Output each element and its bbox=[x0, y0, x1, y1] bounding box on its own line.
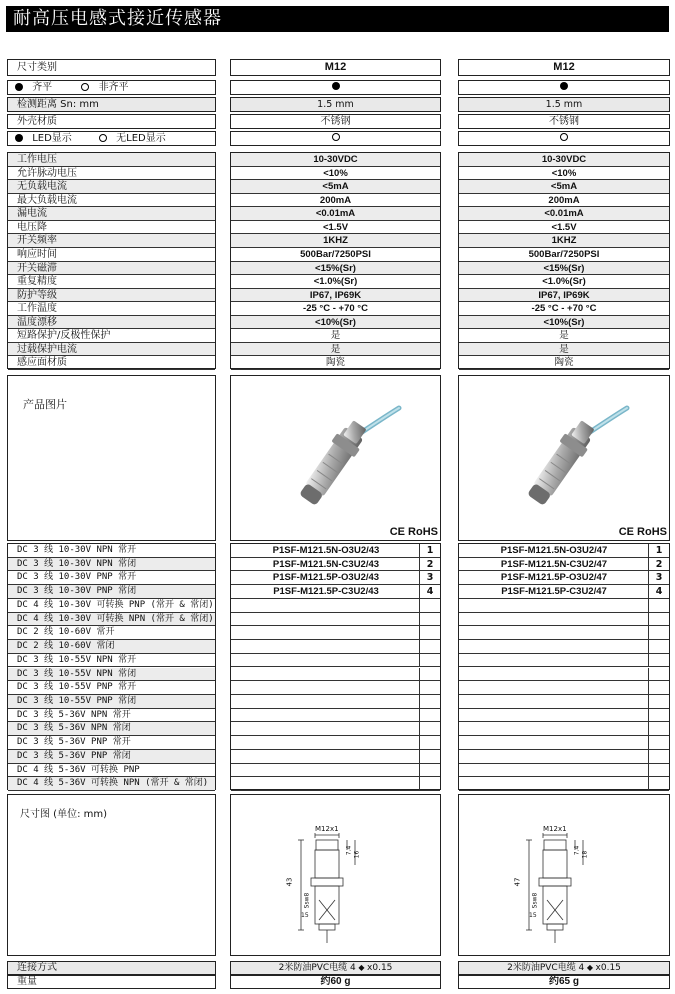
cap-dimension: 18 bbox=[581, 850, 589, 859]
spec-value-list bbox=[458, 152, 670, 369]
spec-value-row: <10%(Sr) bbox=[459, 316, 669, 330]
wrench-dimension: Ssw8 bbox=[531, 892, 539, 909]
product-photo-box bbox=[230, 375, 441, 541]
dc-label-row: DC 3 线 10-55V PNP 常闭 bbox=[8, 695, 215, 709]
dc-label-row: DC 3 线 10-55V NPN 常开 bbox=[8, 654, 215, 668]
model-row bbox=[231, 626, 440, 640]
spec-value-row: 是 bbox=[459, 343, 669, 357]
connection-suffix: x0.15 bbox=[595, 963, 621, 973]
housing-value: 不锈钢 bbox=[230, 114, 441, 129]
spec-value-row: IP67, IP69K bbox=[459, 289, 669, 303]
spec-value-row: 200mA bbox=[231, 194, 440, 208]
spec-value-row: <0.01mA bbox=[459, 207, 669, 221]
model-code: P1SF-M121.5P-C3U2/47 bbox=[501, 586, 607, 598]
size-label: 尺寸类别 bbox=[7, 59, 216, 76]
connection-text: 2米防油PVC电缆 4 bbox=[278, 963, 356, 973]
product-photo-box bbox=[458, 375, 670, 541]
connection-text: 2米防油PVC电缆 4 bbox=[507, 963, 585, 973]
model-number bbox=[419, 777, 440, 791]
dc-label-row: DC 3 线 10-30V NPN 常闭 bbox=[8, 558, 215, 572]
model-row bbox=[459, 654, 669, 668]
spec-value-row: <15%(Sr) bbox=[459, 262, 669, 276]
led-indicator bbox=[458, 131, 670, 146]
spec-value-row: <10% bbox=[231, 167, 440, 181]
model-number bbox=[648, 709, 669, 723]
model-number bbox=[419, 722, 440, 736]
diamond-icon: ◆ bbox=[584, 963, 596, 972]
thread-dimension: M12x1 bbox=[543, 825, 567, 833]
model-row bbox=[459, 571, 669, 585]
size-value: M12 bbox=[230, 59, 441, 76]
spec-label-row: 开关磁滞 bbox=[8, 262, 215, 276]
model-code: P1SF-M121.5P-O3U2/43 bbox=[272, 572, 380, 584]
model-row bbox=[459, 668, 669, 682]
housing-value: 不锈钢 bbox=[458, 114, 670, 129]
dc-label-row: DC 4 线 5-36V 可转换 NPN (常开 & 常闭) bbox=[8, 777, 215, 791]
model-number bbox=[648, 640, 669, 654]
dimension-drawing bbox=[459, 795, 668, 955]
model-code: P1SF-M121.5N-C3U2/43 bbox=[272, 558, 380, 570]
filled-dot-icon bbox=[332, 82, 340, 90]
dc-label-row: DC 3 线 10-30V PNP 常开 bbox=[8, 571, 215, 585]
led-dimension: 7.4 bbox=[573, 845, 581, 856]
model-number bbox=[648, 736, 669, 750]
size-value: M12 bbox=[458, 59, 670, 76]
dc-label-row: DC 2 线 10-60V 常闭 bbox=[8, 640, 215, 654]
filled-dot-icon bbox=[560, 82, 568, 90]
model-row bbox=[459, 585, 669, 599]
dc-label-row: DC 3 线 5-36V NPN 常开 bbox=[8, 709, 215, 723]
spec-value-row: 500Bar/7250PSI bbox=[459, 248, 669, 262]
connection-suffix: x0.15 bbox=[367, 963, 393, 973]
model-row bbox=[231, 750, 440, 764]
connection-value bbox=[458, 961, 670, 975]
connection-value bbox=[230, 961, 441, 975]
model-row bbox=[231, 613, 440, 627]
model-row bbox=[459, 558, 669, 572]
model-number: 2 bbox=[419, 558, 440, 572]
model-code: P1SF-M121.5P-O3U2/47 bbox=[500, 572, 608, 584]
spec-value-row: <10% bbox=[459, 167, 669, 181]
thread-dimension: M12x1 bbox=[315, 825, 339, 833]
spec-label-row: 感应面材质 bbox=[8, 356, 215, 370]
model-row bbox=[231, 668, 440, 682]
model-number bbox=[648, 722, 669, 736]
spec-label-row: 防护等级 bbox=[8, 289, 215, 303]
model-number bbox=[419, 709, 440, 723]
open-dot-icon bbox=[560, 133, 568, 141]
spec-value-row: <15%(Sr) bbox=[231, 262, 440, 276]
open-dot-icon bbox=[99, 134, 107, 142]
model-row bbox=[231, 764, 440, 778]
model-number bbox=[648, 654, 669, 668]
dc-label-list bbox=[7, 543, 216, 790]
length-dimension: 47 bbox=[513, 877, 522, 887]
spec-label-row: 响应时间 bbox=[8, 248, 215, 262]
spec-value-row: 陶瓷 bbox=[459, 356, 669, 370]
model-number: 4 bbox=[419, 585, 440, 599]
dc-label-row: DC 4 线 5-36V 可转换 PNP bbox=[8, 764, 215, 778]
spec-label-row: 温度漂移 bbox=[8, 316, 215, 330]
spec-value-list bbox=[230, 152, 441, 369]
model-row bbox=[231, 544, 440, 558]
spec-value-row: 是 bbox=[459, 329, 669, 343]
spec-value-row: 200mA bbox=[459, 194, 669, 208]
model-number bbox=[648, 764, 669, 778]
model-row bbox=[231, 599, 440, 613]
led-text: LED显示 bbox=[32, 133, 72, 144]
model-number bbox=[648, 599, 669, 613]
spec-value-row: <5mA bbox=[459, 180, 669, 194]
spec-label-row: 最大负载电流 bbox=[8, 194, 215, 208]
spec-label-row: 漏电流 bbox=[8, 207, 215, 221]
open-dot-icon bbox=[81, 83, 89, 91]
flush-indicator bbox=[230, 80, 441, 95]
dimension-drawing bbox=[231, 795, 440, 955]
model-number bbox=[419, 626, 440, 640]
ce-rohs-mark: CE RoHS bbox=[389, 526, 438, 538]
model-row bbox=[459, 681, 669, 695]
distance-value: 1.5 mm bbox=[230, 97, 441, 112]
model-row bbox=[459, 750, 669, 764]
spec-value-row: -25 °C - +70 °C bbox=[231, 302, 440, 316]
dc-label-row: DC 3 线 10-30V NPN 常开 bbox=[8, 544, 215, 558]
model-row bbox=[459, 709, 669, 723]
model-row bbox=[231, 585, 440, 599]
diamond-icon: ◆ bbox=[355, 963, 368, 972]
model-number: 4 bbox=[648, 585, 669, 599]
flush-indicator bbox=[458, 80, 670, 95]
model-number bbox=[419, 654, 440, 668]
dc-label-row: DC 3 线 10-55V NPN 常闭 bbox=[8, 668, 215, 682]
cap-dimension: 16 bbox=[353, 850, 361, 859]
model-number: 3 bbox=[648, 571, 669, 585]
model-number bbox=[419, 640, 440, 654]
model-row bbox=[231, 558, 440, 572]
spec-label-row: 开关频率 bbox=[8, 234, 215, 248]
spec-value-row: <1.0%(Sr) bbox=[231, 275, 440, 289]
spec-label-row: 无负载电流 bbox=[8, 180, 215, 194]
noled-text: 无LED显示 bbox=[116, 133, 166, 144]
dc-label-row: DC 3 线 10-30V PNP 常闭 bbox=[8, 585, 215, 599]
model-row bbox=[231, 777, 440, 791]
model-number: 1 bbox=[419, 544, 440, 558]
model-row bbox=[231, 736, 440, 750]
model-number bbox=[419, 613, 440, 627]
model-code: P1SF-M121.5P-C3U2/43 bbox=[273, 586, 379, 598]
model-row bbox=[459, 764, 669, 778]
sensor-photo bbox=[231, 376, 440, 526]
model-row bbox=[459, 695, 669, 709]
model-number bbox=[419, 668, 440, 682]
spec-value-row: <1.0%(Sr) bbox=[459, 275, 669, 289]
spec-value-row: <5mA bbox=[231, 180, 440, 194]
model-number bbox=[419, 695, 440, 709]
dc-label-row: DC 3 线 5-36V NPN 常闭 bbox=[8, 722, 215, 736]
spec-value-row: <1.5V bbox=[231, 221, 440, 235]
model-number bbox=[648, 613, 669, 627]
spec-value-row: 500Bar/7250PSI bbox=[231, 248, 440, 262]
spec-value-row: IP67, IP69K bbox=[231, 289, 440, 303]
model-code: P1SF-M121.5N-O3U2/43 bbox=[272, 545, 380, 556]
spec-label-row: 过载保护电流 bbox=[8, 343, 215, 357]
model-number: 1 bbox=[648, 544, 669, 558]
model-row bbox=[459, 640, 669, 654]
model-row bbox=[459, 599, 669, 613]
model-number: 2 bbox=[648, 558, 669, 572]
dc-label-row: DC 3 线 5-36V PNP 常开 bbox=[8, 736, 215, 750]
model-row bbox=[231, 709, 440, 723]
spec-value-row: 陶瓷 bbox=[231, 356, 440, 370]
spec-label-row: 工作电压 bbox=[8, 153, 215, 167]
spec-label-row: 短路保护/反极性保护 bbox=[8, 329, 215, 343]
dc-label-row: DC 2 线 10-60V 常开 bbox=[8, 626, 215, 640]
dc-label-row: DC 4 线 10-30V 可转换 PNP (常开 & 常闭) bbox=[8, 599, 215, 613]
spec-value-row: 10-30VDC bbox=[459, 153, 669, 167]
model-number bbox=[648, 626, 669, 640]
filled-dot-icon bbox=[15, 83, 23, 91]
led-indicator bbox=[230, 131, 441, 146]
model-row bbox=[231, 681, 440, 695]
photo-label-box bbox=[7, 375, 216, 541]
spec-value-row: 是 bbox=[231, 329, 440, 343]
dc-label-row: DC 4 线 10-30V 可转换 NPN (常开 & 常闭) bbox=[8, 613, 215, 627]
width-dimension: 15 bbox=[529, 912, 537, 919]
spec-value-row: <1.5V bbox=[459, 221, 669, 235]
spec-value-row: 10-30VDC bbox=[231, 153, 440, 167]
model-number bbox=[648, 777, 669, 791]
model-number bbox=[419, 599, 440, 613]
photo-label: 产品图片 bbox=[23, 398, 67, 411]
model-row bbox=[231, 654, 440, 668]
led-dimension: 7.4 bbox=[345, 845, 353, 856]
dc-label-row: DC 3 线 5-36V PNP 常闭 bbox=[8, 750, 215, 764]
spec-value-row: <0.01mA bbox=[231, 207, 440, 221]
spec-label-row: 重复精度 bbox=[8, 275, 215, 289]
model-row bbox=[459, 626, 669, 640]
connection-label: 连接方式 bbox=[7, 961, 216, 975]
model-row bbox=[231, 695, 440, 709]
distance-value: 1.5 mm bbox=[458, 97, 670, 112]
spec-label-row: 工作温度 bbox=[8, 302, 215, 316]
model-number bbox=[648, 668, 669, 682]
spec-value-row: 是 bbox=[231, 343, 440, 357]
flush-text: 齐平 bbox=[32, 82, 53, 93]
open-dot-icon bbox=[332, 133, 340, 141]
page-title: 耐高压电感式接近传感器 bbox=[6, 6, 669, 32]
model-code: P1SF-M121.5N-C3U2/47 bbox=[500, 558, 608, 570]
model-number bbox=[648, 750, 669, 764]
model-code: P1SF-M121.5N-O3U2/47 bbox=[500, 545, 608, 556]
model-row bbox=[231, 722, 440, 736]
weight-label: 重量 bbox=[7, 975, 216, 989]
dim-label: 尺寸图 (单位: mm) bbox=[20, 809, 108, 820]
length-dimension: 43 bbox=[285, 877, 294, 887]
dc-label-row: DC 3 线 10-55V PNP 常开 bbox=[8, 681, 215, 695]
housing-label: 外壳材质 bbox=[7, 114, 216, 129]
model-number bbox=[419, 736, 440, 750]
led-legend bbox=[7, 131, 216, 146]
model-row bbox=[231, 640, 440, 654]
flush-legend bbox=[7, 80, 216, 95]
filled-dot-icon bbox=[15, 134, 23, 142]
spec-value-row: -25 °C - +70 °C bbox=[459, 302, 669, 316]
weight-value: 约65 g bbox=[458, 975, 670, 989]
weight-value: 约60 g bbox=[230, 975, 441, 989]
spec-label-row: 电压降 bbox=[8, 221, 215, 235]
model-row bbox=[459, 722, 669, 736]
nonflush-text: 非齐平 bbox=[98, 82, 129, 93]
spec-value-row: 1KHZ bbox=[231, 234, 440, 248]
model-row bbox=[459, 613, 669, 627]
dim-label-box bbox=[7, 794, 216, 956]
model-number bbox=[648, 681, 669, 695]
ce-rohs-mark: CE RoHS bbox=[618, 526, 667, 538]
model-number bbox=[419, 764, 440, 778]
model-number: 3 bbox=[419, 571, 440, 585]
dimension-drawing-box bbox=[230, 794, 441, 956]
distance-label: 检测距离 Sn: mm bbox=[7, 97, 216, 112]
model-list bbox=[230, 543, 441, 790]
sensor-photo bbox=[459, 376, 668, 526]
width-dimension: 15 bbox=[301, 912, 309, 919]
model-row bbox=[459, 736, 669, 750]
spec-value-row: 1KHZ bbox=[459, 234, 669, 248]
model-number bbox=[419, 750, 440, 764]
model-row bbox=[231, 571, 440, 585]
spec-label-list bbox=[7, 152, 216, 369]
spec-label-row: 允许脉动电压 bbox=[8, 167, 215, 181]
model-number bbox=[419, 681, 440, 695]
spec-value-row: <10%(Sr) bbox=[231, 316, 440, 330]
model-number bbox=[648, 695, 669, 709]
model-row bbox=[459, 777, 669, 791]
wrench-dimension: Ssw8 bbox=[303, 892, 311, 909]
model-list bbox=[458, 543, 670, 790]
dimension-drawing-box bbox=[458, 794, 670, 956]
model-row bbox=[459, 544, 669, 558]
